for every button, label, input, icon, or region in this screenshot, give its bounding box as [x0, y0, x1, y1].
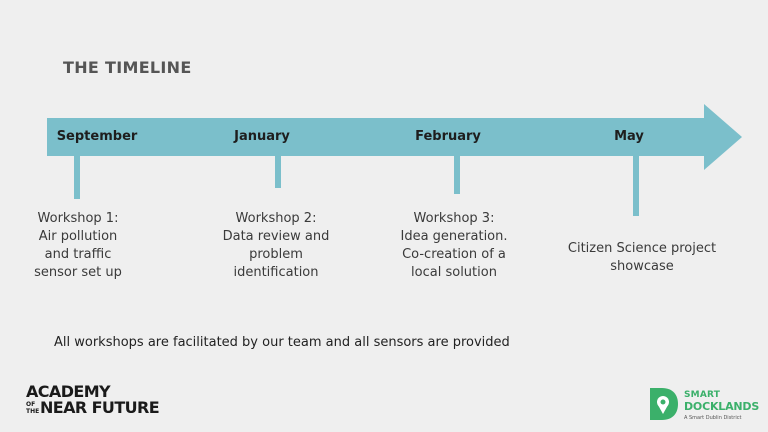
description-line: sensor set up — [34, 265, 122, 280]
milestone-month-september: September — [56, 129, 138, 144]
description-line: Workshop 2: — [235, 211, 317, 226]
description-line: Idea generation. — [400, 229, 508, 244]
smart-docklands-logo — [648, 386, 758, 426]
milestone-tick-may — [633, 156, 639, 216]
page-title: THE TIMELINE — [63, 58, 192, 77]
logo-text-smart: SMART — [684, 390, 721, 400]
description-line: and traffic — [44, 247, 112, 262]
milestone-tick-september — [74, 156, 80, 199]
description-line: local solution — [411, 265, 497, 280]
location-pin-icon — [648, 386, 680, 422]
logo-text-academy: ACADEMY — [26, 382, 111, 401]
logo-text-of-the: OF THE — [26, 401, 40, 415]
milestone-month-january: January — [234, 129, 290, 144]
logo-text-docklands: DOCKLANDS — [684, 400, 760, 413]
logo-text-near-future: NEAR FUTURE — [40, 398, 160, 417]
milestone-description-may — [552, 240, 732, 276]
description-line: Workshop 3: — [413, 211, 495, 226]
description-line: Co-creation of a — [402, 247, 506, 262]
description-line: Citizen Science project — [567, 241, 717, 256]
milestone-month-february: February — [415, 129, 481, 144]
footnote: All workshops are facilitated by our team and all sensors are provided — [54, 335, 510, 350]
milestone-description-september — [3, 210, 153, 282]
milestone-tick-february — [454, 156, 460, 194]
milestone-month-may: May — [614, 129, 644, 144]
academy-near-future-logo — [26, 384, 176, 420]
description-line: problem — [249, 247, 303, 262]
description-line: Data review and — [222, 229, 330, 244]
description-line: Workshop 1: — [37, 211, 119, 226]
description-line: showcase — [610, 259, 674, 274]
description-line: identification — [233, 265, 319, 280]
milestone-description-january — [201, 210, 351, 282]
description-line: Air pollution — [38, 229, 118, 244]
milestone-description-february — [379, 210, 529, 282]
milestone-tick-january — [275, 156, 281, 188]
logo-tagline: A Smart Dublin District — [684, 415, 742, 421]
